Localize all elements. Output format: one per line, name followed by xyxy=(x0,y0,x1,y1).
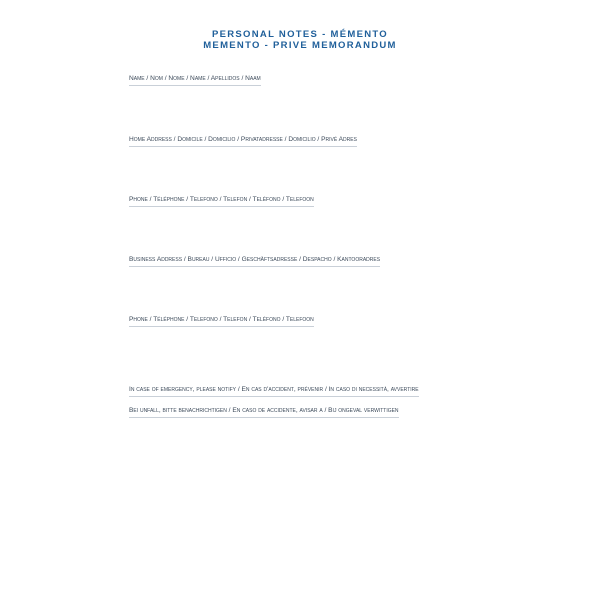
business-address-field-label: Business Address / Bureau / Ufficio / Geschäftsadresse / Despacho / Kantooradres xyxy=(129,255,380,267)
emergency-notify-alt-field-label: Bei unfall, bitte benachrichtigen / En caso de accidente, avisar a / Bij ongeval verwittigen xyxy=(129,406,399,418)
title-line-2: MEMENTO - PRIVE MEMORANDUM xyxy=(203,40,397,51)
home-address-field-label: Home Address / Domicile / Domicilio / Privatadresse / Domicilio / Privé Adres xyxy=(129,135,357,147)
name-field-label: Name / Nom / Nome / Name / Apellidos / Naam xyxy=(129,74,261,86)
emergency-notify-field-label: In case of emergency, please notify / En cas d'accident, prévenir / In caso di necessità, avvertire xyxy=(129,385,419,397)
home-phone-field-label: Phone / Téléphone / Telefono / Telefon / Teléfono / Telefoon xyxy=(129,195,314,207)
title-line-1: PERSONAL NOTES - MÉMENTO xyxy=(211,29,388,40)
business-phone-field-label: Phone / Téléphone / Telefono / Telefon / Teléfono / Telefoon xyxy=(129,315,314,327)
